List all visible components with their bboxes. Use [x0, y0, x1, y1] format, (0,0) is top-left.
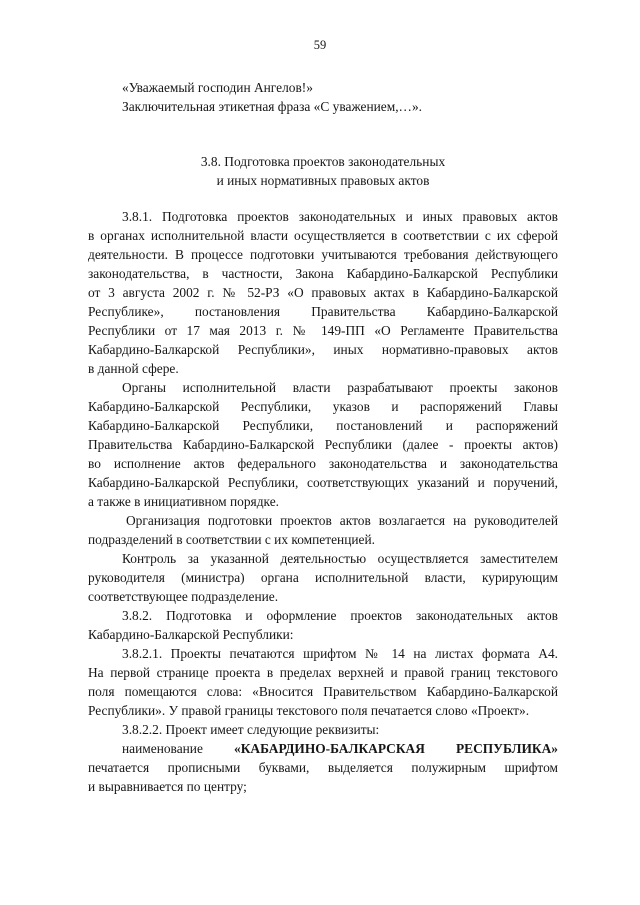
body-line: поля помещаются слова: «Вносится Правительством Кабардино-Балкарской [88, 684, 558, 699]
body-line: Кабардино-Балкарской Республики, соответствующих указаний и поручений, [88, 475, 558, 490]
section-title-line: 3.8. Подготовка проектов законодательных [200, 154, 446, 169]
body-line: Республики». У правой границы текстового поля печатается слово «Проект». [88, 703, 530, 718]
body-line: в данной сфере. [88, 361, 179, 376]
closing-line: «Уважаемый господин Ангелов!» [122, 80, 313, 95]
body-line: Контроль за указанной деятельностью осуществляется заместителем [122, 551, 558, 566]
body-line: а также в инициативном порядке. [88, 494, 279, 509]
body-line: руководителя (министра) органа исполнительной власти, курирующим [88, 570, 558, 585]
body-line: и выравнивается по центру; [88, 779, 247, 794]
body-line: Кабардино-Балкарской Республики: [88, 627, 294, 642]
section-title-line: и иных нормативных правовых актов [216, 173, 430, 188]
body-line: Кабардино-Балкарской Республики, указов и распоряжений Главы [88, 399, 558, 414]
body-line: 3.8.2.1. Проекты печатаются шрифтом № 14 на листах формата А4. [122, 646, 558, 661]
body-line: Республике», постановления Правительства Кабардино-Балкарской [88, 304, 558, 319]
body-line-with-bold [88, 739, 558, 758]
body-line: Кабардино-Балкарской Республики», иных нормативно-правовых актов [88, 342, 558, 357]
body-text-run: наименование [122, 741, 203, 756]
bold-republic-name: «КАБАРДИНО-БАЛКАРСКАЯ РЕСПУБЛИКА» [234, 741, 558, 756]
section-heading [88, 152, 558, 190]
body-line: деятельности. В процессе подготовки учитываются требования действующего [88, 247, 558, 262]
body-line: Кабардино-Балкарской Республики, постановлений и распоряжений [88, 418, 558, 433]
body-line: Органы исполнительной власти разрабатывают проекты законов [122, 380, 558, 395]
body-line: печатается прописными буквами, выделяется полужирным шрифтом [88, 760, 558, 775]
body-line: законодательства, в частности, Закона Кабардино-Балкарской Республики [88, 266, 558, 281]
body-line: 3.8.1. Подготовка проектов законодательных и иных правовых актов [122, 209, 558, 224]
body-line: 3.8.2. Подготовка и оформление проектов законодательных актов [122, 608, 558, 623]
body-line: 3.8.2.2. Проект имеет следующие реквизиты: [122, 722, 380, 737]
body-line: Правительства Кабардино-Балкарской Республики (далее - проекты актов) [88, 437, 558, 452]
body-line: в органах исполнительной власти осуществляется в соответствии с их сферой [88, 228, 558, 243]
body-line: Республики от 17 мая 2013 г. № 149-ПП «О Регламенте Правительства [88, 323, 558, 338]
body-line: соответствующее подразделение. [88, 589, 279, 604]
body-line: от 3 августа 2002 г. № 52-РЗ «О правовых актах в Кабардино-Балкарской [88, 285, 558, 300]
body-line: подразделений в соответствии с их компетенцией. [88, 532, 375, 547]
body-line: во исполнение актов федерального законодательства и законодательства [88, 456, 558, 471]
letter-closing-examples [88, 78, 558, 116]
body-line: Организация подготовки проектов актов возлагается на руководителей [126, 513, 558, 528]
section-body [88, 207, 558, 796]
closing-line: Заключительная этикетная фраза «С уважением,…». [122, 99, 422, 114]
page-number: 59 [313, 38, 327, 52]
body-line: На первой странице проекта в пределах верхней и правой границ текстового [88, 665, 558, 680]
